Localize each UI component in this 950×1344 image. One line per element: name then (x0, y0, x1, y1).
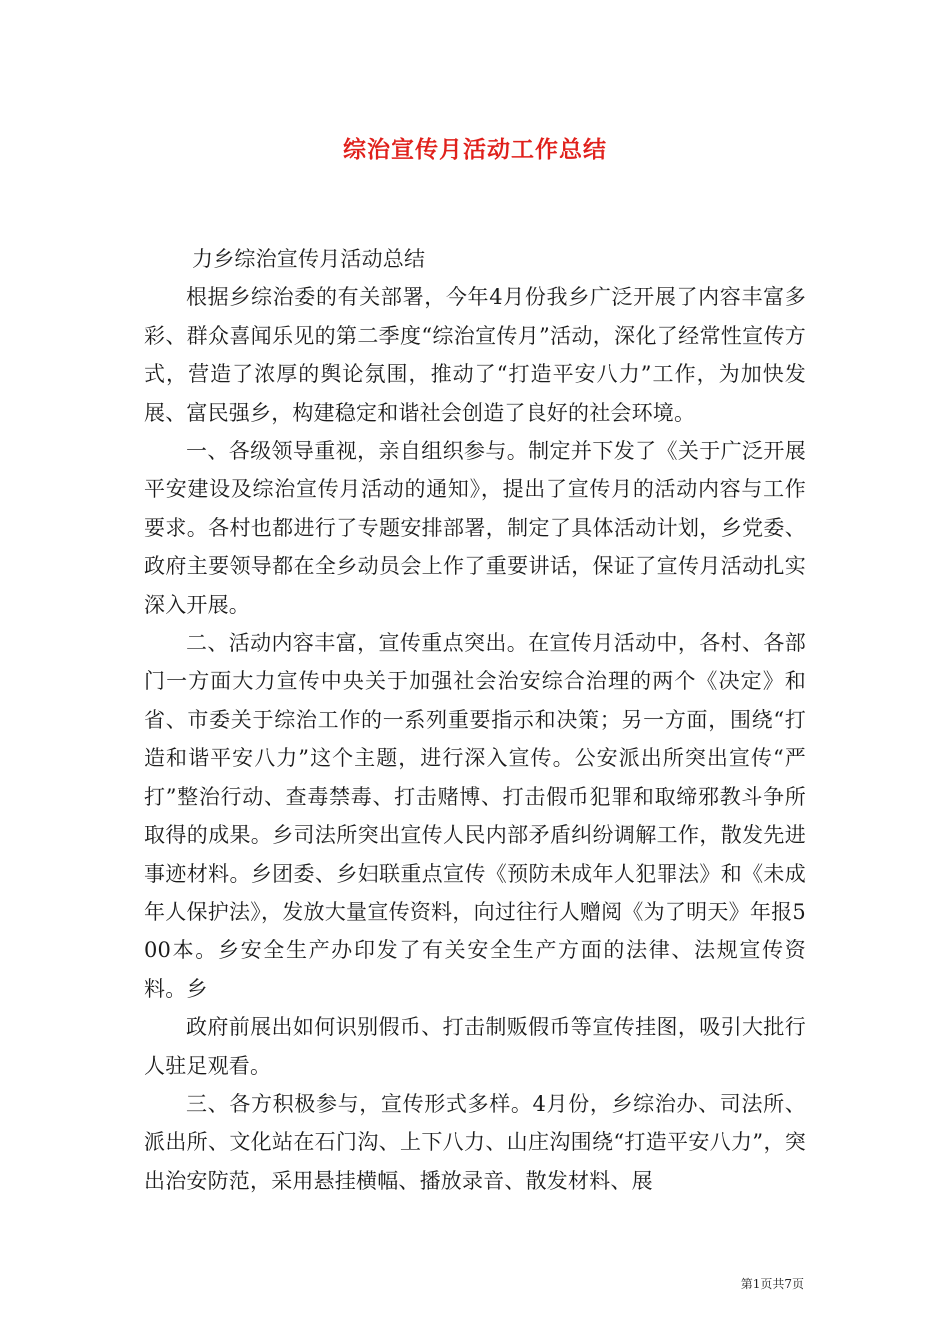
page-title: 综治宣传月活动工作总结 (343, 136, 607, 163)
paragraph-section-2: 二、活动内容丰富，宣传重点突出。在宣传月活动中，各村、各部门一方面大力宣传中央关于加强社会治安综合治理的两个《决定》和省、市委关于综治工作的一系列重要指示和决策；另一方面，围绕“打造和谐平安八力”这个主题，进行深入宣传。公安派出所突出宣传“严打”整治行动、查毒禁毒、打击赌博、打击假币犯罪和取缔邪教斗争所取得的成果。乡司法所突出宣传人民内部矛盾纠纷调解工作，散发先进事迹材料。乡团委、乡妇联重点宣传《预防未成年人犯罪法》和《未成年人保护法》，发放大量宣传资料，向过往行人赠阅《为了明天》年报500本。乡安全生产办印发了有关安全生产方面的法律、法规宣传资料。乡 (144, 631, 806, 1001)
paragraph-section-1: 一、各级领导重视，亲自组织参与。制定并下发了《关于广泛开展平安建设及综治宣传月活动的通知》，提出了宣传月的活动内容与工作要求。各村也都进行了专题安排部署，制定了具体活动计划，乡党委、政府主要领导都在全乡动员会上作了重要讲话，保证了宣传月活动扎实深入开展。 (144, 439, 806, 617)
page-number: 第1页共7页 (740, 1277, 804, 1291)
paragraph-intro: 根据乡综治委的有关部署，今年4月份我乡广泛开展了内容丰富多彩、群众喜闻乐见的第二季度“综治宣传月”活动，深化了经常性宣传方式，营造了浓厚的舆论氛围，推动了“打造平安八力”工作，为加快发展、富民强乡，构建稳定和谐社会创造了良好的社会环境。 (144, 285, 806, 425)
document-body (144, 240, 806, 1200)
paragraph-section-3: 三、各方积极参与，宣传形式多样。4月份，乡综治办、司法所、派出所、文化站在石门沟、上下八力、山庄沟围绕“打造平安八力”，突出治安防范，采用悬挂横幅、播放录音、散发材料、展 (144, 1091, 806, 1193)
document-subtitle: 力乡综治宣传月活动总结 (192, 247, 426, 271)
paragraph-section-2-continued: 政府前展出如何识别假币、打击制贩假币等宣传挂图，吸引大批行人驻足观看。 (144, 1015, 806, 1078)
